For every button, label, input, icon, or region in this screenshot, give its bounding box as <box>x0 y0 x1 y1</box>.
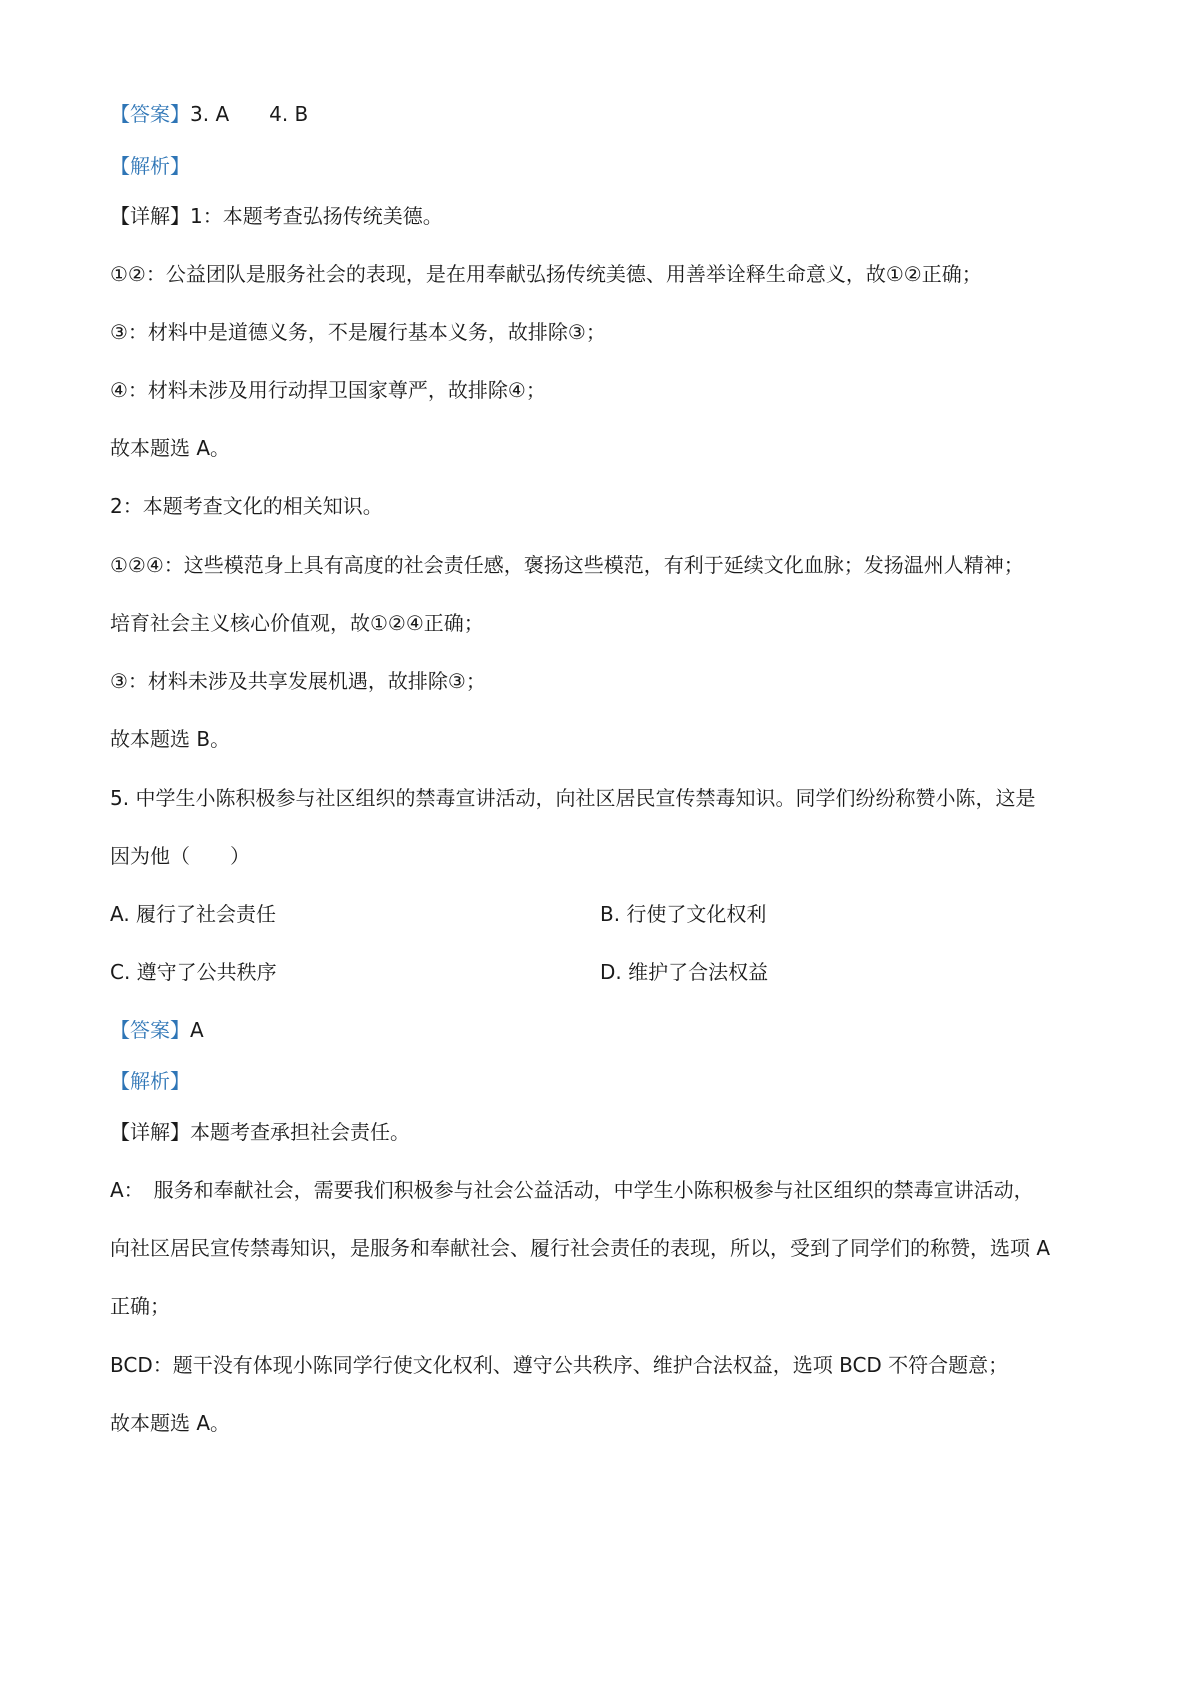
text-line: 向社区居民宣传禁毒知识，是服务和奉献社会、履行社会责任的表现，所以，受到了同学们的称赞，选项 A <box>110 1236 1051 1260</box>
text-line: 2：本题考查文化的相关知识。 <box>110 494 383 518</box>
option-d: D. 维护了合法权益 <box>600 960 769 984</box>
question-stem-line-2: 因为他（ ） <box>110 844 250 868</box>
text-line: 培育社会主义核心价值观，故①②④正确； <box>110 611 484 635</box>
text-line: 正确； <box>110 1294 170 1318</box>
detail-text: 本题考查承担社会责任。 <box>190 1120 410 1144</box>
text-line: 故本题选 A。 <box>110 436 231 460</box>
detail-line-1 <box>110 202 443 230</box>
text-line: ③：材料中是道德义务，不是履行基本义务，故排除③； <box>110 320 606 344</box>
detail-label: 【详解】 <box>110 204 190 228</box>
detail-line-2 <box>110 1118 410 1146</box>
text-line: ④：材料未涉及用行动捍卫国家尊严，故排除④； <box>110 378 546 402</box>
option-a: A. 履行了社会责任 <box>110 902 277 926</box>
option-c: C. 遵守了公共秩序 <box>110 960 277 984</box>
text-line: ①②：公益团队是服务社会的表现，是在用奉献弘扬传统美德、用善举诠释生命意义，故①②正确； <box>110 262 982 286</box>
answer-line-2 <box>110 1016 204 1044</box>
answer-text: A <box>190 1018 204 1042</box>
detail-text: 1：本题考查弘扬传统美德。 <box>190 204 443 228</box>
analysis-label: 【解析】 <box>110 154 190 178</box>
option-b: B. 行使了文化权利 <box>600 902 767 926</box>
text-line: ①②④：这些模范身上具有高度的社会责任感，褒扬这些模范，有利于延续文化血脉；发扬温州人精神； <box>110 553 1024 577</box>
answer-label: 【答案】 <box>110 1018 190 1042</box>
detail-label: 【详解】 <box>110 1120 190 1144</box>
analysis-label: 【解析】 <box>110 1069 190 1093</box>
text-line: BCD：题干没有体现小陈同学行使文化权利、遵守公共秩序、维护合法权益，选项 BCD 不符合题意； <box>110 1353 1009 1377</box>
text-line: ③：材料未涉及共享发展机遇，故排除③； <box>110 669 486 693</box>
answer-label: 【答案】 <box>110 102 190 126</box>
answer-line-1 <box>110 100 308 128</box>
text-line: A： 服务和奉献社会，需要我们积极参与社会公益活动，中学生小陈积极参与社区组织的禁毒宣讲活动， <box>110 1178 1034 1202</box>
text-line: 故本题选 A。 <box>110 1411 231 1435</box>
text-line: 故本题选 B。 <box>110 727 231 751</box>
answer-text: 3. A 4. B <box>190 102 309 126</box>
question-stem-line-1: 5. 中学生小陈积极参与社区组织的禁毒宣讲活动，向社区居民宣传禁毒知识。同学们纷纷称赞小陈，这是 <box>110 786 1036 810</box>
